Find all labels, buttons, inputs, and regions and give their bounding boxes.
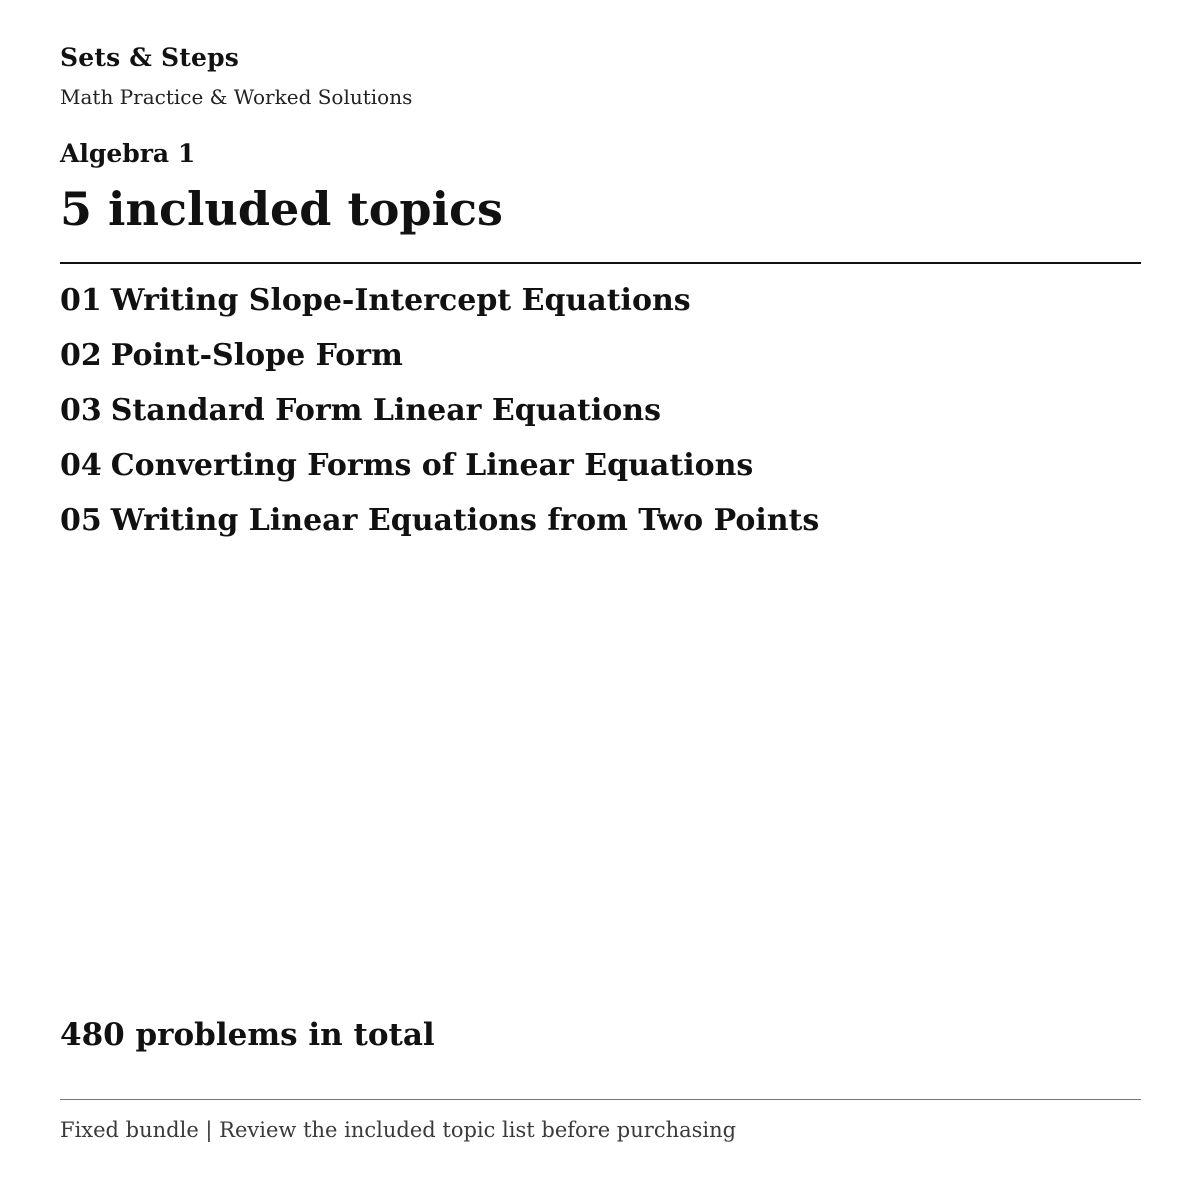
- topic-number: 02: [60, 338, 102, 373]
- topic-item: [60, 282, 819, 337]
- subject-label: Algebra 1: [60, 139, 196, 168]
- topic-number: 04: [60, 448, 102, 483]
- topic-title: Converting Forms of Linear Equations: [110, 448, 754, 483]
- problem-total: 480 problems in total: [60, 1017, 435, 1053]
- topic-item: [60, 392, 819, 447]
- topic-item: [60, 447, 819, 502]
- topic-title: Writing Slope-Intercept Equations: [110, 283, 691, 318]
- bundle-page: [60, 0, 1141, 1200]
- topic-title: Standard Form Linear Equations: [110, 393, 661, 428]
- brand-name: Sets & Steps: [60, 43, 240, 72]
- page-title: 5 included topics: [60, 182, 503, 236]
- footer-divider: [60, 1099, 1141, 1100]
- topic-item: [60, 502, 819, 557]
- topic-number: 05: [60, 503, 102, 538]
- topic-title: Point-Slope Form: [110, 338, 403, 373]
- topic-title: Writing Linear Equations from Two Points: [110, 503, 820, 538]
- heading-divider: [60, 262, 1141, 264]
- topic-item: [60, 337, 819, 392]
- brand-tagline: Math Practice & Worked Solutions: [60, 85, 413, 109]
- topic-number: 03: [60, 393, 102, 428]
- footer-note: Fixed bundle | Review the included topic list before purchasing: [60, 1118, 737, 1142]
- topic-list: [60, 282, 819, 557]
- topic-number: 01: [60, 283, 102, 318]
